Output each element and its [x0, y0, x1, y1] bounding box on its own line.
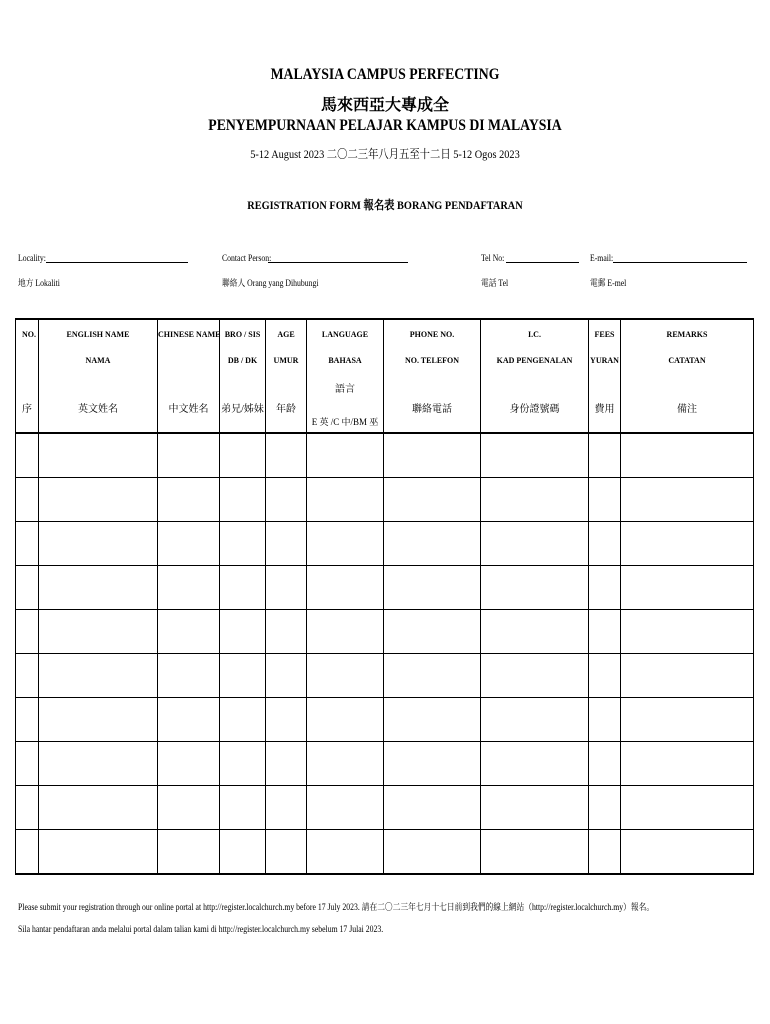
col-chinese-name-en: CHINESE NAME — [158, 330, 221, 339]
table-row — [16, 742, 754, 786]
registration-table — [15, 318, 754, 875]
col-header-fees — [589, 319, 621, 433]
table-cell[interactable] — [621, 698, 754, 742]
table-cell[interactable] — [39, 433, 158, 478]
col-header-language — [307, 319, 384, 433]
table-cell[interactable] — [589, 654, 621, 698]
table-cell[interactable] — [307, 742, 384, 786]
col-fees-en: FEES — [594, 330, 615, 339]
tel-label: Tel No: — [481, 253, 505, 263]
table-cell[interactable] — [481, 742, 589, 786]
contact-field[interactable] — [268, 262, 408, 263]
footer-instructions-en-zh: Please submit your registration through our online portal at http://register.localchurch.my before 17 July 2023. 請在二〇二三年七月十七日前到我們的線上網站（http://register.localchurch.my）報名。 — [18, 902, 655, 912]
col-header-bro-sis — [220, 319, 266, 433]
table-cell[interactable] — [621, 742, 754, 786]
table-cell[interactable] — [307, 478, 384, 522]
tel-alt-label: 電話 Tel — [481, 278, 509, 288]
table-cell[interactable] — [39, 698, 158, 742]
table-cell[interactable] — [307, 522, 384, 566]
table-cell[interactable] — [589, 786, 621, 830]
col-phone-zh: 聯絡電話 — [412, 404, 452, 415]
event-dates: 5-12 August 2023 二〇二三年八月五至十二日 5-12 Ogos 2023 — [250, 147, 520, 161]
table-cell[interactable] — [621, 522, 754, 566]
col-fees-ms: YURAN — [590, 356, 619, 365]
table-cell[interactable] — [266, 654, 307, 698]
table-cell[interactable] — [589, 522, 621, 566]
col-age-en: AGE — [277, 330, 295, 339]
table-cell[interactable] — [307, 566, 384, 610]
table-cell[interactable] — [307, 786, 384, 830]
table-cell[interactable] — [621, 786, 754, 830]
col-english-name-en: ENGLISH NAME — [66, 330, 130, 339]
table-row — [16, 654, 754, 698]
table-cell[interactable] — [220, 610, 266, 654]
table-cell[interactable] — [621, 478, 754, 522]
table-cell[interactable] — [481, 478, 589, 522]
col-ic-zh: 身份證號碼 — [509, 404, 560, 415]
col-bro-sis-en: BRO / SIS — [224, 330, 261, 339]
col-remarks-en: REMARKS — [666, 330, 708, 339]
col-english-name-zh: 英文姓名 — [78, 404, 118, 415]
table-cell[interactable] — [307, 610, 384, 654]
table-cell[interactable] — [220, 830, 266, 875]
table-cell[interactable] — [384, 478, 481, 522]
col-language-zh: 語言 — [335, 384, 355, 395]
table-cell[interactable] — [158, 786, 220, 830]
table-cell[interactable] — [384, 654, 481, 698]
table-cell[interactable] — [589, 610, 621, 654]
col-chinese-name-zh: 中文姓名 — [168, 404, 209, 415]
col-ic-ms: KAD PENGENALAN — [496, 356, 573, 365]
table-cell[interactable] — [16, 610, 39, 654]
table-cell[interactable] — [16, 830, 39, 875]
table-cell[interactable] — [39, 742, 158, 786]
table-cell[interactable] — [621, 566, 754, 610]
table-row — [16, 698, 754, 742]
table-row — [16, 786, 754, 830]
table-cell[interactable] — [220, 654, 266, 698]
col-no-en: NO. — [22, 330, 36, 339]
table-cell[interactable] — [39, 786, 158, 830]
table-cell[interactable] — [220, 433, 266, 478]
title-chinese: 馬來西亞大專成全 — [320, 97, 449, 114]
col-no-zh: 序 — [22, 404, 32, 415]
table-cell[interactable] — [307, 654, 384, 698]
table-cell[interactable] — [384, 566, 481, 610]
col-remarks-zh: 備注 — [677, 404, 697, 415]
table-row — [16, 478, 754, 522]
table-cell[interactable] — [266, 698, 307, 742]
email-alt-label: 電郵 E-mel — [590, 278, 627, 288]
col-language-options: E 英 /C 中/BM 巫 — [311, 417, 379, 427]
col-header-no — [16, 319, 39, 433]
footer-instructions-ms: Sila hantar pendaftaran anda melalui portal dalam talian kami di http://register.localchurch.my sebelum 17 Julai 2023. — [18, 924, 384, 934]
table-cell[interactable] — [266, 433, 307, 478]
table-cell[interactable] — [307, 433, 384, 478]
table-cell[interactable] — [16, 478, 39, 522]
email-label: E-mail: — [590, 253, 614, 263]
table-cell[interactable] — [16, 786, 39, 830]
table-cell[interactable] — [384, 786, 481, 830]
table-cell[interactable] — [158, 698, 220, 742]
table-cell[interactable] — [266, 742, 307, 786]
table-cell[interactable] — [266, 610, 307, 654]
table-cell[interactable] — [384, 742, 481, 786]
col-header-age — [266, 319, 307, 433]
table-cell[interactable] — [307, 830, 384, 875]
table-cell[interactable] — [481, 654, 589, 698]
col-header-phone — [384, 319, 481, 433]
locality-alt-label: 地方 Lokaliti — [18, 278, 60, 288]
col-header-remarks — [621, 319, 754, 433]
col-age-zh: 年龄 — [276, 404, 296, 415]
table-cell[interactable] — [16, 522, 39, 566]
col-language-ms: BAHASA — [328, 356, 362, 365]
table-cell[interactable] — [621, 830, 754, 875]
table-cell[interactable] — [589, 698, 621, 742]
table-row — [16, 433, 754, 478]
col-age-ms: UMUR — [273, 356, 299, 365]
table-cell[interactable] — [307, 698, 384, 742]
table-cell[interactable] — [220, 786, 266, 830]
table-cell[interactable] — [481, 610, 589, 654]
contact-label: Contact Person: — [222, 253, 272, 263]
locality-field[interactable] — [46, 262, 188, 263]
table-cell[interactable] — [16, 654, 39, 698]
table-cell[interactable] — [481, 566, 589, 610]
table-cell[interactable] — [158, 522, 220, 566]
table-cell[interactable] — [39, 654, 158, 698]
table-cell[interactable] — [39, 610, 158, 654]
table-cell[interactable] — [384, 433, 481, 478]
email-field[interactable] — [613, 262, 747, 263]
contact-alt-label: 聯絡人 Orang yang Dihubungi — [222, 278, 319, 288]
col-bro-sis-zh: 弟兄/姊妹 — [221, 404, 264, 415]
table-row — [16, 610, 754, 654]
table-cell[interactable] — [39, 478, 158, 522]
col-bro-sis-ms: DB / DK — [227, 356, 258, 365]
table-cell[interactable] — [266, 786, 307, 830]
col-header-chinese-name — [158, 319, 220, 433]
table-cell[interactable] — [481, 830, 589, 875]
table-cell[interactable] — [481, 786, 589, 830]
table-cell[interactable] — [220, 566, 266, 610]
table-cell[interactable] — [39, 830, 158, 875]
table-cell[interactable] — [384, 698, 481, 742]
table-cell[interactable] — [589, 830, 621, 875]
table-cell[interactable] — [158, 830, 220, 875]
title-malay: PENYEMPURNAAN PELAJAR KAMPUS DI MALAYSIA — [208, 117, 562, 134]
table-cell[interactable] — [220, 522, 266, 566]
table-row — [16, 830, 754, 875]
table-cell[interactable] — [16, 566, 39, 610]
table-cell[interactable] — [16, 698, 39, 742]
table-cell[interactable] — [266, 830, 307, 875]
table-row — [16, 566, 754, 610]
table-cell[interactable] — [158, 610, 220, 654]
table-cell[interactable] — [158, 478, 220, 522]
table-cell[interactable] — [481, 522, 589, 566]
table-cell[interactable] — [266, 522, 307, 566]
table-cell[interactable] — [481, 698, 589, 742]
table-cell[interactable] — [220, 478, 266, 522]
table-cell[interactable] — [16, 742, 39, 786]
table-cell[interactable] — [589, 566, 621, 610]
table-cell[interactable] — [589, 433, 621, 478]
table-cell[interactable] — [39, 566, 158, 610]
col-fees-zh: 費用 — [594, 404, 615, 415]
col-remarks-ms: CATATAN — [668, 356, 706, 365]
locality-label: Locality: — [18, 253, 46, 263]
table-cell[interactable] — [16, 433, 39, 478]
table-cell[interactable] — [589, 742, 621, 786]
table-cell[interactable] — [158, 742, 220, 786]
table-cell[interactable] — [621, 610, 754, 654]
tel-field[interactable] — [506, 262, 579, 263]
col-header-ic — [481, 319, 589, 433]
col-ic-en: I.C. — [528, 330, 541, 339]
col-language-en: LANGUAGE — [321, 330, 369, 339]
table-cell[interactable] — [266, 478, 307, 522]
table-cell[interactable] — [589, 478, 621, 522]
col-phone-en: PHONE NO. — [409, 330, 455, 339]
col-english-name-ms: NAMA — [85, 356, 111, 365]
table-cell[interactable] — [220, 742, 266, 786]
table-cell[interactable] — [384, 522, 481, 566]
title-english: MALAYSIA CAMPUS PERFECTING — [270, 66, 500, 83]
form-title: REGISTRATION FORM 報名表 BORANG PENDAFTARAN — [247, 198, 523, 212]
table-cell[interactable] — [266, 566, 307, 610]
col-phone-ms: NO. TELEFON — [404, 356, 460, 365]
table-cell[interactable] — [158, 566, 220, 610]
table-cell[interactable] — [158, 654, 220, 698]
table-cell[interactable] — [621, 654, 754, 698]
table-cell[interactable] — [384, 610, 481, 654]
table-cell[interactable] — [220, 698, 266, 742]
table-cell[interactable] — [621, 433, 754, 478]
table-cell[interactable] — [481, 433, 589, 478]
col-header-english-name — [39, 319, 158, 433]
table-header-row — [16, 319, 754, 433]
table-cell[interactable] — [384, 830, 481, 875]
table-row — [16, 522, 754, 566]
table-cell[interactable] — [39, 522, 158, 566]
table-cell[interactable] — [158, 433, 220, 478]
